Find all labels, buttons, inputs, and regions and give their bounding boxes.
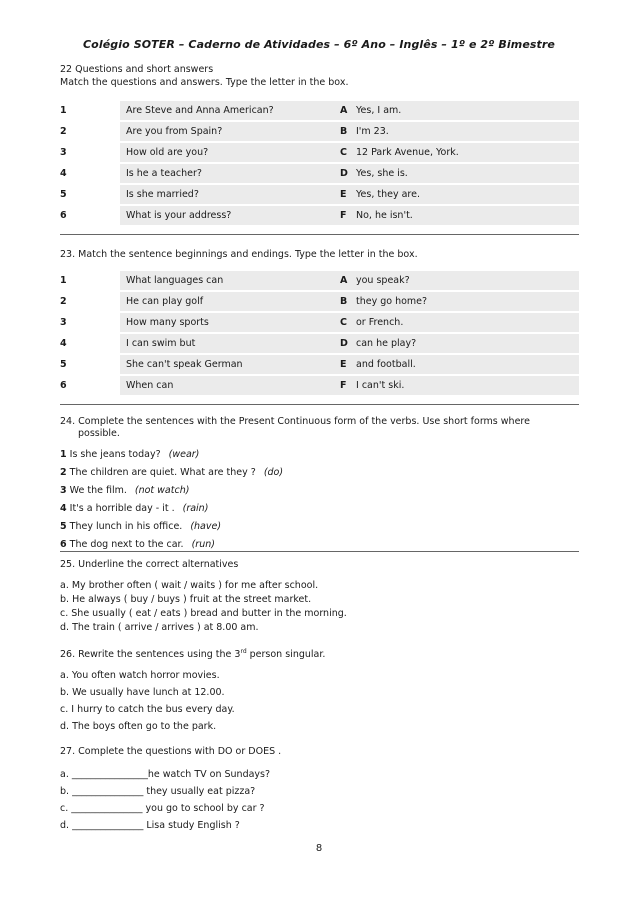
ending-cell[interactable] (352, 292, 579, 311)
verb-hint: (do) (263, 467, 284, 478)
ex24-title-line1: 24. Complete the sentences with the Present Continuous form of the verbs. Use short forms where (60, 416, 530, 427)
beginning-text: I can swim but (126, 338, 196, 349)
ending-letter: A (340, 275, 348, 286)
row-number: 5 (60, 189, 67, 200)
ending-letter: E (340, 359, 347, 370)
row-number: 2 (60, 296, 67, 307)
row-number: 2 (60, 126, 67, 137)
verb-hint: (not watch) (134, 485, 190, 496)
table-row (60, 185, 579, 204)
ending-cell[interactable] (352, 355, 579, 374)
answer-cell[interactable] (352, 185, 579, 204)
ending-text: they go home? (356, 296, 428, 307)
row-number: 4 (60, 338, 67, 349)
item-number: 2 (60, 467, 67, 478)
beginning-text: What languages can (126, 275, 224, 286)
ex22-title: 22 Questions and short answers (60, 64, 214, 75)
ex26-title-end: person singular. (246, 649, 326, 661)
row-number: 6 (60, 380, 67, 391)
ending-cell[interactable] (352, 334, 579, 353)
ending-letter: F (340, 380, 347, 391)
answer-text: No, he isn't. (356, 210, 413, 221)
verb-hint: (rain) (182, 503, 209, 514)
ex25-item[interactable]: b. He always ( buy / buys ) fruit at the street market. (60, 594, 312, 605)
beginning-text: How many sports (126, 317, 209, 328)
table-row (60, 206, 579, 225)
table-row (60, 122, 579, 141)
verb-hint: (have) (190, 521, 222, 532)
ex26-title-sup: rd (240, 648, 247, 655)
table-row (60, 271, 579, 290)
question-text: Are Steve and Anna American? (126, 105, 274, 116)
ending-text: I can't ski. (356, 380, 405, 391)
section-divider (60, 234, 579, 235)
answer-letter: F (340, 210, 347, 221)
item-text: Is she jeans today? (69, 449, 161, 460)
question-text: How old are you? (126, 147, 209, 158)
table-row (60, 313, 579, 332)
section-divider (60, 404, 579, 405)
item-number: 3 (60, 485, 67, 496)
ex26-item[interactable]: c. I hurry to catch the bus every day. (60, 704, 235, 715)
item-number: 4 (60, 503, 67, 514)
row-number: 3 (60, 147, 67, 158)
table-row (60, 101, 579, 120)
ex27-item[interactable]: a. ________________he watch TV on Sundays? (60, 769, 271, 780)
table-row (60, 376, 579, 395)
ending-letter: B (340, 296, 348, 307)
row-number: 4 (60, 168, 67, 179)
ex24-title-line2: possible. (78, 428, 120, 439)
answer-cell[interactable] (352, 206, 579, 225)
table-row (60, 143, 579, 162)
answer-cell[interactable] (352, 164, 579, 183)
ex24-item[interactable] (60, 449, 199, 460)
ending-text: and football. (356, 359, 416, 370)
answer-text: Yes, she is. (356, 168, 408, 179)
verb-hint: (run) (191, 539, 215, 550)
answer-text: 12 Park Avenue, York. (356, 147, 459, 158)
answer-letter: D (340, 168, 348, 179)
ex22-instruction: Match the questions and answers. Type the letter in the box. (60, 77, 349, 88)
ex25-item[interactable]: d. The train ( arrive / arrives ) at 8.00 am. (60, 622, 259, 633)
ex25-item[interactable]: c. She usually ( eat / eats ) bread and butter in the morning. (60, 608, 347, 619)
beginning-text: He can play golf (126, 296, 204, 307)
ex24-title (60, 416, 579, 440)
ex25-item[interactable]: a. My brother often ( wait / waits ) for me after school. (60, 580, 319, 591)
answer-letter: C (340, 147, 347, 158)
verb-hint: (wear) (168, 449, 200, 460)
ex26-item[interactable]: a. You often watch horror movies. (60, 670, 220, 681)
item-number: 6 (60, 539, 67, 550)
row-number: 6 (60, 210, 67, 221)
ex24-item[interactable] (60, 539, 215, 550)
ex27-item[interactable]: c. _______________ you go to school by car ? (60, 803, 265, 814)
ex26-title (60, 648, 325, 660)
row-number: 5 (60, 359, 67, 370)
row-number: 3 (60, 317, 67, 328)
page-number: 8 (315, 843, 323, 854)
item-text: It's a horrible day - it . (69, 503, 175, 514)
ex23-title: 23. Match the sentence beginnings and endings. Type the letter in the box. (60, 249, 418, 260)
answer-cell[interactable] (352, 122, 579, 141)
answer-cell[interactable] (352, 143, 579, 162)
ending-text: can he play? (356, 338, 417, 349)
table-row (60, 164, 579, 183)
item-text: The dog next to the car. (69, 539, 184, 550)
ending-text: you speak? (356, 275, 410, 286)
item-number: 5 (60, 521, 67, 532)
answer-cell[interactable] (352, 101, 579, 120)
row-number: 1 (60, 105, 67, 116)
ex25-title: 25. Underline the correct alternatives (60, 559, 239, 570)
beginning-text: She can't speak German (126, 359, 243, 370)
ex27-title: 27. Complete the questions with DO or DOES . (60, 746, 282, 757)
table-row (60, 334, 579, 353)
ex26-item[interactable]: b. We usually have lunch at 12.00. (60, 687, 225, 698)
ex24-item[interactable] (60, 521, 221, 532)
ending-cell[interactable] (352, 271, 579, 290)
question-text: Are you from Spain? (126, 126, 223, 137)
ending-text: or French. (356, 317, 404, 328)
item-text: We the film. (69, 485, 127, 496)
question-text: What is your address? (126, 210, 232, 221)
ex27-item[interactable]: d. _______________ Lisa study English ? (60, 820, 240, 831)
ending-letter: C (340, 317, 347, 328)
answer-letter: E (340, 189, 347, 200)
ending-letter: D (340, 338, 348, 349)
answer-text: Yes, they are. (356, 189, 420, 200)
question-text: Is he a teacher? (126, 168, 202, 179)
ex24-item[interactable] (60, 503, 208, 514)
row-number: 1 (60, 275, 67, 286)
ex26-title-start: 26. Rewrite the sentences using the 3 (60, 649, 241, 661)
section-divider (60, 551, 579, 552)
answer-text: Yes, I am. (356, 105, 402, 116)
answer-letter: A (340, 105, 348, 116)
item-number: 1 (60, 449, 67, 460)
ex26-item[interactable]: d. The boys often go to the park. (60, 721, 217, 732)
item-text: They lunch in his office. (69, 521, 183, 532)
ex27-item[interactable]: b. _______________ they usually eat pizza? (60, 786, 256, 797)
page-header: Colégio SOTER – Caderno de Atividades – 6º Ano – Inglês – 1º e 2º Bimestre (83, 38, 555, 51)
question-text: Is she married? (126, 189, 199, 200)
beginning-text: When can (126, 380, 174, 391)
ex24-item[interactable] (60, 467, 283, 478)
answer-text: I'm 23. (356, 126, 389, 137)
table-row (60, 292, 579, 311)
ending-cell[interactable] (352, 313, 579, 332)
table-row (60, 355, 579, 374)
item-text: The children are quiet. What are they ? (69, 467, 256, 478)
ex24-item[interactable] (60, 485, 189, 496)
answer-letter: B (340, 126, 348, 137)
ending-cell[interactable] (352, 376, 579, 395)
